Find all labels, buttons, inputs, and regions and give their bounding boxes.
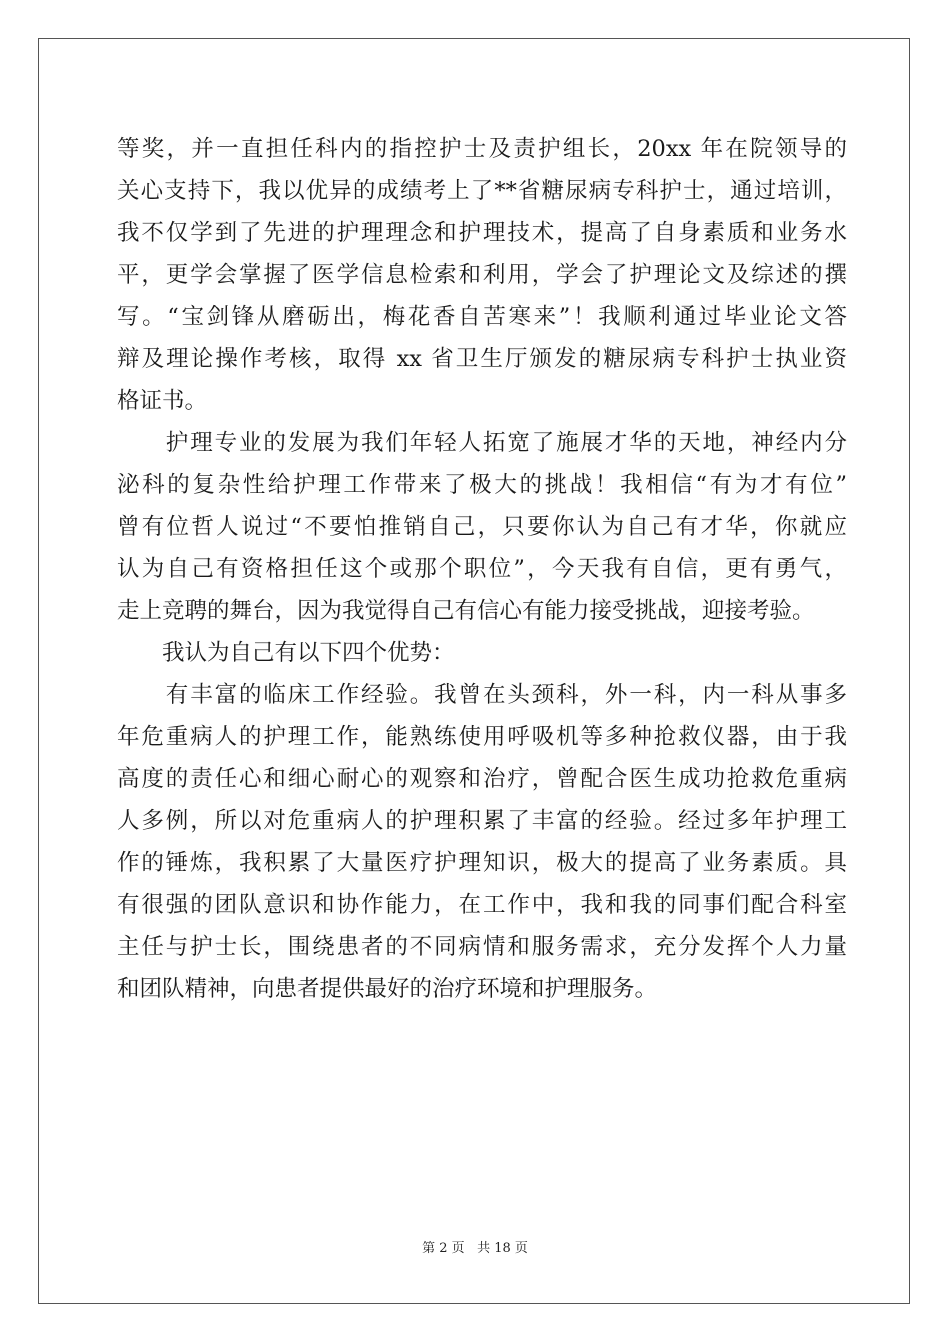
text-line: 我认为自己有以下四个优势： <box>117 640 455 666</box>
text-line: 高度的责任心和细心耐心的观察和治疗，曾配合医生成功抢救危重病 <box>117 766 847 792</box>
text-line: 有丰富的临床工作经验。我曾在头颈科，外一科，内一科从事多 <box>117 682 847 708</box>
text-line: 平，更学会掌握了医学信息检索和利用，学会了护理论文及综述的撰 <box>117 262 847 288</box>
document-body <box>117 128 847 1010</box>
text-line: 和团队精神，向患者提供最好的治疗环境和护理服务。 <box>117 976 658 1002</box>
text-line: 人多例，所以对危重病人的护理积累了丰富的经验。经过多年护理工 <box>117 808 847 834</box>
text-line: 曾有位哲人说过“不要怕推销自己，只要你认为自己有才华，你就应 <box>117 514 847 540</box>
text-line: 有很强的团队意识和协作能力，在工作中，我和我的同事们配合科室 <box>117 892 847 918</box>
text-line: 辩及理论操作考核，取得 xx 省卫生厅颁发的糖尿病专科护士执业资 <box>117 346 847 372</box>
text-line: 主任与护士长，围绕患者的不同病情和服务需求，充分发挥个人力量 <box>117 934 847 960</box>
text-line: 泌科的复杂性给护理工作带来了极大的挑战！我相信“有为才有位” <box>117 472 847 498</box>
text-line: 年危重病人的护理工作，能熟练使用呼吸机等多种抢救仪器，由于我 <box>117 724 847 750</box>
text-line: 格证书。 <box>117 388 208 414</box>
page-total: 共 18 页 <box>477 1241 528 1256</box>
page-number: 第 2 页 <box>422 1241 465 1256</box>
text-line: 作的锤炼，我积累了大量医疗护理知识，极大的提高了业务素质。具 <box>117 850 847 876</box>
text-line: 走上竞聘的舞台，因为我觉得自己有信心有能力接受挑战，迎接考验。 <box>117 598 815 624</box>
text-line: 写。“宝剑锋从磨砺出，梅花香自苦寒来”！我顺利通过毕业论文答 <box>117 304 847 330</box>
text-line: 关心支持下，我以优异的成绩考上了**省糖尿病专科护士，通过培训， <box>117 178 847 204</box>
page-footer <box>0 1237 950 1256</box>
text-line: 认为自己有资格担任这个或那个职位”，今天我有自信，更有勇气， <box>117 556 847 582</box>
text-line: 等奖，并一直担任科内的指控护士及责护组长，20xx 年在院领导的 <box>117 136 847 162</box>
text-line: 护理专业的发展为我们年轻人拓宽了施展才华的天地，神经内分 <box>117 430 847 456</box>
text-line: 我不仅学到了先进的护理理念和护理技术，提高了自身素质和业务水 <box>117 220 847 246</box>
